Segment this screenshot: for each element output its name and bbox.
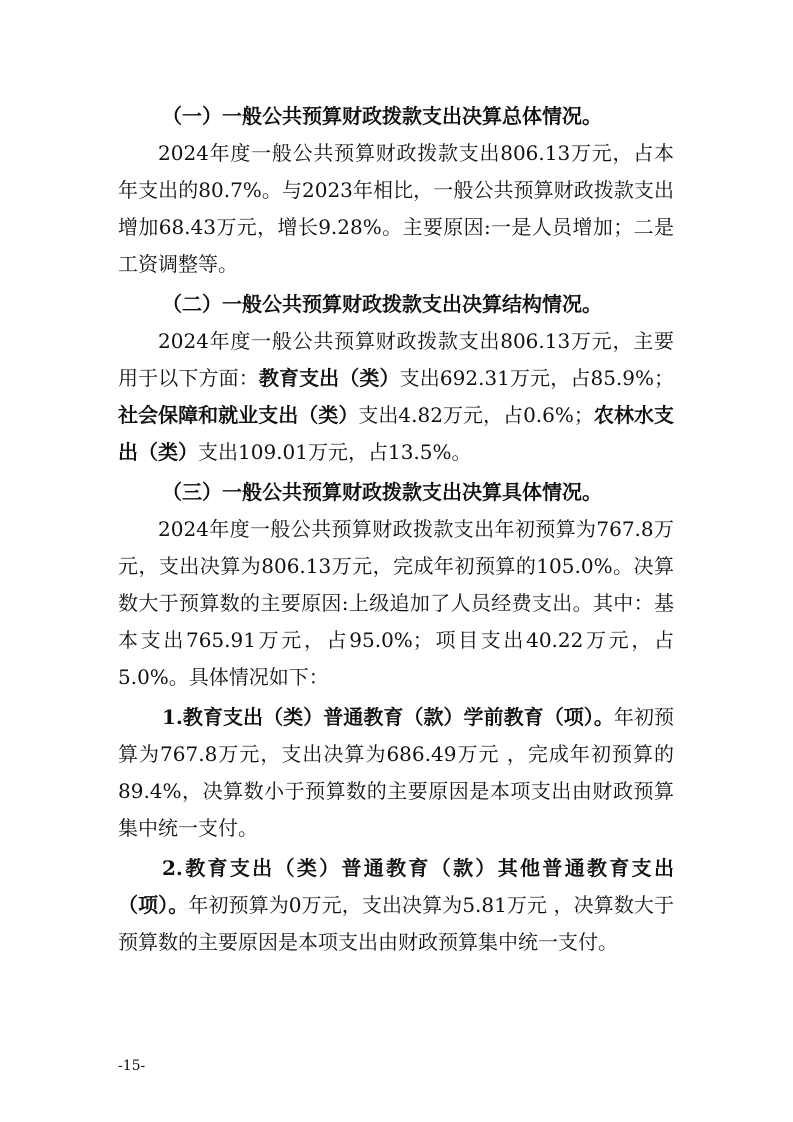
document-body bbox=[118, 98, 674, 961]
section1-text: 2024年度一般公共预算财政拨款支出806.13万元，占本年支出的80.7%。与2023年相比，一般公共预算财政拨款支出增加68.43万元，增长9.28%。主要原因:一是人员增加；二是工资调整等。 bbox=[118, 141, 674, 276]
item-text: 年初预算为0万元，支出决算为5.81万元 ，决算数大于预算数的主要原因是本项支出由财政预算集中统一支付。 bbox=[118, 893, 674, 954]
item-title: 1.教育支出（类）普通教育（款）学前教育（项）。 bbox=[162, 705, 614, 729]
section2-intro: 2024年度一般公共预算财政拨款支出806.13万元，主要用于以下方面： bbox=[118, 329, 674, 390]
page-number: -15- bbox=[118, 1058, 146, 1074]
section3-heading: （三）一般公共预算财政拨款支出决算具体情况。 bbox=[162, 480, 602, 504]
category-agriculture-text: 支出109.01万元，占13.5%。 bbox=[198, 440, 472, 464]
item-text: 年初预算为767.8万元，支出决算为686.49万元 ，完成年初预算的89.4%，决算数小于预算数的主要原因是本项支出由财政预算集中统一支付。 bbox=[118, 705, 674, 840]
item-title: 2.教育支出（类）普通教育（款）其他普通教育支出（项）。 bbox=[118, 856, 674, 917]
section2-heading: （二）一般公共预算财政拨款支出决算结构情况。 bbox=[162, 292, 602, 316]
list-item bbox=[118, 850, 674, 961]
category-agriculture: 农林水支出（类） bbox=[118, 403, 675, 464]
section2-text bbox=[118, 323, 674, 471]
category-education: 教育支出（类） bbox=[258, 366, 400, 390]
category-social-security-text: 支出4.82万元，占0.6%； bbox=[358, 403, 594, 427]
section3-text: 2024年度一般公共预算财政拨款支出年初预算为767.8万元，支出决算为806.13万元，完成年初预算的105.0%。决算数大于预算数的主要原因:上级追加了人员经费支出。其中：基本支出765.91万元，占95.0%；项目支出40.22万元，占5.0%。具体情况如下： bbox=[118, 517, 674, 689]
category-social-security: 社会保障和就业支出（类） bbox=[118, 403, 359, 427]
section1-heading: （一）一般公共预算财政拨款支出决算总体情况。 bbox=[162, 104, 602, 128]
list-item bbox=[118, 699, 674, 847]
category-education-text: 支出692.31万元，占85.9%； bbox=[399, 366, 674, 390]
